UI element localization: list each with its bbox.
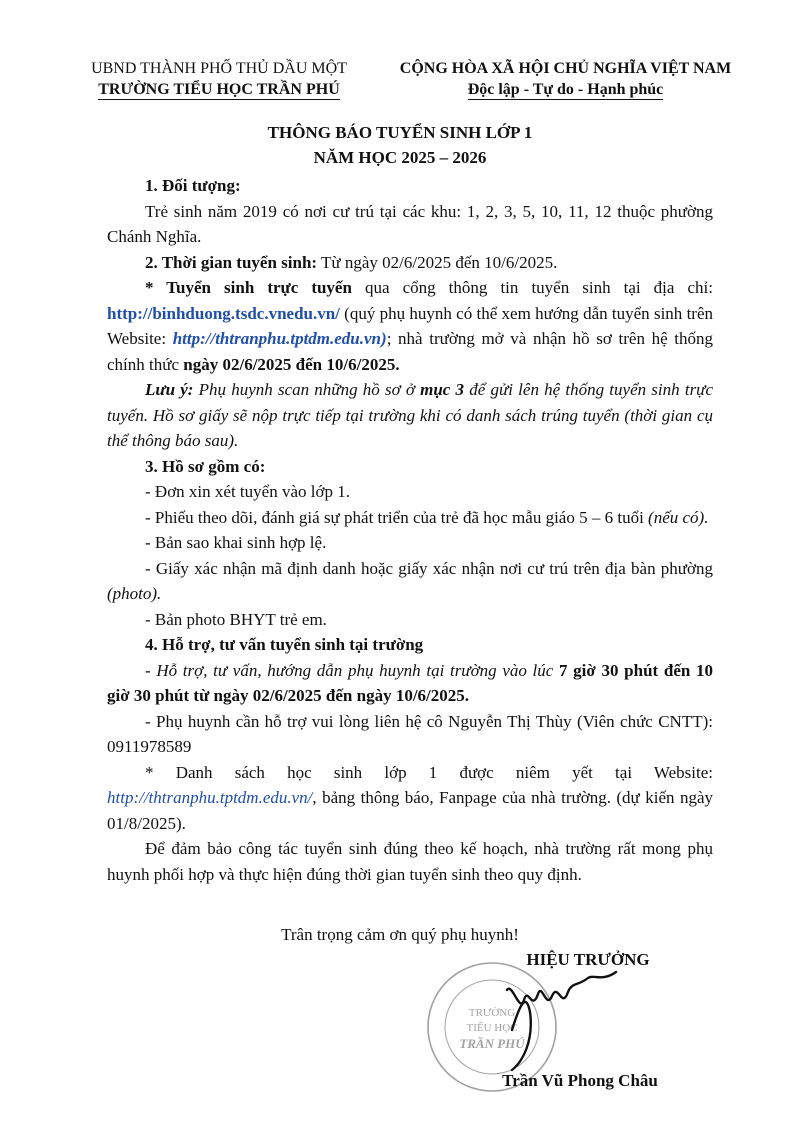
results-text-2: , bảng thông báo, Fanpage của nhà trường. (dự kiến ngày 01/8/2025).	[107, 788, 713, 833]
section-3-heading-text: 3. Hồ sơ gồm có:	[145, 456, 266, 476]
support-hours-paragraph	[107, 658, 713, 709]
section-3-heading	[107, 454, 713, 480]
signer-title: HIỆU TRƯỞNG	[526, 950, 650, 969]
list-item-note: (photo).	[107, 584, 162, 603]
contact-paragraph: - Phụ huynh cần hỗ trợ vui lòng liên hệ cô Nguyễn Thị Thùy (Viên chức CNTT): 0911978589	[107, 711, 713, 756]
admission-portal-link[interactable]: http://binhduong.tsdc.vnedu.vn/	[107, 303, 340, 323]
national-title: CỘNG HÒA XÃ HỘI CHỦ NGHĨA VIỆT NAM	[399, 60, 732, 77]
list-item-text: - Phiếu theo dõi, đánh giá sự phát triển của trẻ đã học mẫu giáo 5 – 6 tuổi	[145, 507, 649, 527]
section-1-heading	[107, 173, 713, 199]
note-label: Lưu ý:	[145, 380, 194, 399]
national-header	[383, 58, 748, 100]
note-text-2: để gửi lên hệ thống tuyển sinh trực tuyến. Hồ sơ giấy sẽ nộp trực tiếp tại trường khi có danh sách trúng tuyển (thời gian cụ thể thông báo sau).	[107, 380, 713, 450]
stamp-line-1	[712, 952, 713, 953]
section-2-heading-text: 2. Thời gian tuyển sinh:	[145, 252, 318, 272]
online-admission-dates: ngày 02/6/2025 đến 10/6/2025.	[183, 354, 400, 374]
list-item	[107, 505, 713, 531]
closing-paragraph: Để đảm bảo công tác tuyển sinh đúng theo kế hoạch, nhà trường rất mong phụ huynh phối hợp và thực hiện đúng thời gian tuyển sinh theo quy định.	[107, 839, 713, 884]
section-1-text: Trẻ sinh năm 2019 có nơi cư trú tại các khu: 1, 2, 3, 5, 10, 11, 12 thuộc phường Chánh Nghĩa.	[107, 201, 713, 246]
results-text: * Danh sách học sinh lớp 1 được niêm yết tại Website:	[145, 762, 713, 782]
online-admission-label: * Tuyển sinh trực tuyến	[145, 278, 352, 297]
issuer-authority: UBND THÀNH PHỐ THỦ DẦU MỘT	[91, 60, 347, 77]
school-website-link[interactable]: http://thtranphu.tptdm.edu.vn)	[172, 329, 387, 348]
online-admission-text-2: (quý phụ huynh có thể xem hướng dẫn tuyển sinh trên Website:	[107, 303, 713, 348]
online-admission-text-3: ; nhà trường mở và nhận hồ sơ trên hệ thống chính thức	[107, 329, 714, 374]
online-admission-paragraph	[107, 275, 713, 377]
section-4-heading	[107, 632, 713, 658]
support-hours-time: 7 giờ 30 phút đến 10 giờ 30 phút từ ngày 02/6/2025 đến ngày 10/6/2025.	[107, 660, 713, 705]
stamp-word-1: TRƯỜNG	[468, 1007, 516, 1019]
note-text: Phụ huynh scan những hồ sơ ở	[193, 380, 421, 399]
thanks-line: Trân trọng cảm ơn quý phụ huynh!	[281, 925, 519, 944]
school-name: TRƯỜNG TIỂU HỌC TRẦN PHÚ	[98, 81, 340, 98]
list-item-text: - Giấy xác nhận mã định danh hoặc giấy xác nhận nơi cư trú trên địa bàn phường	[145, 558, 713, 578]
document-title	[0, 120, 800, 170]
document-body	[107, 173, 713, 887]
title-line2: NĂM HỌC 2025 – 2026	[313, 148, 487, 167]
section-2-dates: Từ ngày 02/6/2025 đến 10/6/2025.	[317, 252, 558, 272]
support-hours-text: - Hỗ trợ, tư vấn, hướng dẫn phụ huynh tại trường vào lúc	[145, 660, 559, 680]
list-item: - Đơn xin xét tuyển vào lớp 1.	[145, 482, 350, 501]
title-line1: THÔNG BÁO TUYỂN SINH LỚP 1	[267, 123, 533, 142]
issuer-header	[78, 58, 360, 100]
handwritten-signature	[507, 972, 616, 1070]
signer-name: Trần Vũ Phong Châu	[502, 1071, 658, 1090]
list-item-note: (nếu có).	[648, 507, 709, 527]
list-item	[107, 556, 713, 607]
stamp-line-3	[712, 952, 713, 953]
note-paragraph	[107, 377, 713, 454]
stamp-line-2	[712, 952, 713, 953]
note-section-ref: mục 3	[420, 380, 465, 399]
section-2-heading	[107, 250, 713, 276]
list-item: - Bản sao khai sinh hợp lệ.	[145, 533, 327, 552]
results-paragraph	[107, 760, 713, 837]
results-website-link[interactable]: http://thtranphu.tptdm.edu.vn/	[107, 788, 313, 807]
section-4-heading-text: 4. Hỗ trợ, tư vấn tuyển sinh tại trường	[145, 635, 424, 654]
list-item: - Bản photo BHYT trẻ em.	[145, 609, 327, 629]
national-motto: Độc lập - Tự do - Hạnh phúc	[467, 81, 664, 98]
section-1-heading-text: 1. Đối tượng:	[145, 176, 241, 195]
stamp-word-3: TRẦN PHÚ	[459, 1036, 525, 1051]
stamp-word-2: TIỂU HỌC	[466, 1022, 518, 1034]
online-admission-text: qua cổng thông tin tuyển sinh tại địa chỉ:	[351, 278, 713, 297]
